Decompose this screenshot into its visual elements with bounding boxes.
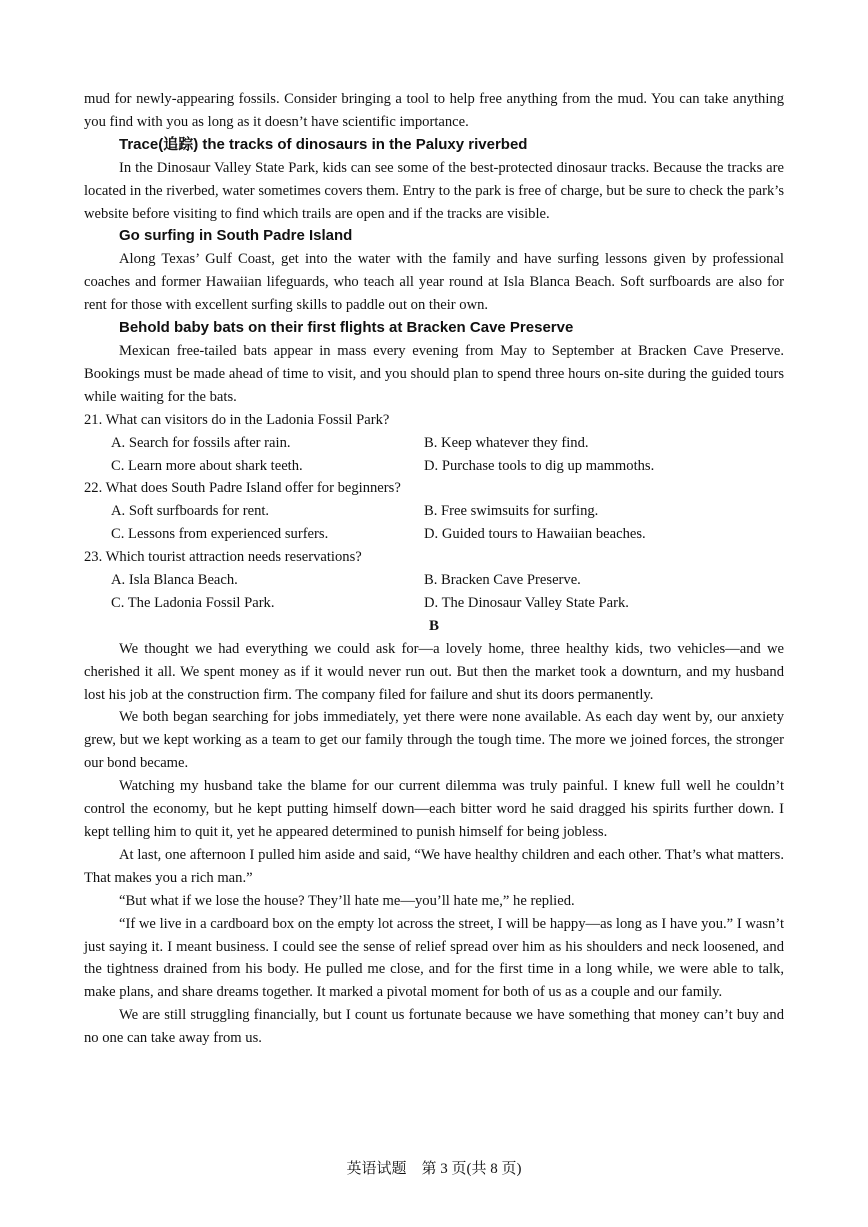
paragraph-paluxy: In the Dinosaur Valley State Park, kids can see some of the best-protected dinosaur tracks. Because the tracks are located in the riverbed, water sometimes covers them. Entry to the park is free of charge, but be sure to check the park’s website before visiting to find which trails are open and if the tracks are visible.	[84, 159, 784, 222]
passage-b-paragraph: “If we live in a cardboard box on the empty lot across the street, I will be happy—as long as I have you.” I wasn’t just saying it. I meant business. I could see the sense of relief spread over him as his shoulders and neck loosened, and the tightness drained from his body. He pulled me close, and for the first time in a long while, we were able to talk, make plans, and share dreams together. It marked a pivotal moment for both of us as a couple and our family.	[84, 915, 784, 1001]
option-d: D. The Dinosaur Valley State Park.	[424, 594, 629, 611]
paragraph-south-padre: Along Texas’ Gulf Coast, get into the water with the family and have surfing lessons given by professional coaches and former Hawaiian lifeguards, who teach all year round at Isla Blanca Beach. Soft surfboards are also for rent for those with excellent surfing skills to paddle out on their own.	[84, 251, 784, 314]
option-a: A. Search for fossils after rain.	[111, 434, 291, 451]
option-c: C. The Ladonia Fossil Park.	[111, 594, 275, 611]
section-label-b: B	[428, 617, 439, 634]
option-a: A. Soft surfboards for rent.	[111, 503, 270, 520]
option-d: D. Guided tours to Hawaiian beaches.	[424, 526, 646, 543]
heading-south-padre: Go surfing in South Padre Island	[119, 227, 353, 245]
option-a: A. Isla Blanca Beach.	[111, 572, 238, 589]
passage-b-paragraph: We thought we had everything we could ask for—a lovely home, three healthy kids, two vehicles—and we cherished it all. We spent money as if it would never run out. But then the market took a downturn, and my husband lost his job at the construction firm. The company filed for failure and shut its doors permanently.	[84, 640, 784, 703]
question-22	[84, 477, 784, 546]
option-c: C. Lessons from experienced surfers.	[111, 526, 329, 543]
question-21	[84, 409, 784, 478]
option-b: B. Free swimsuits for surfing.	[424, 503, 599, 520]
passage-b-paragraph: We both began searching for jobs immediately, yet there were none available. As each day went by, our anxiety grew, but we kept working as a team to get our family through the tough time. The more we joined forces, the stronger our bond became.	[84, 709, 784, 772]
question-stem: 21. What can visitors do in the Ladonia Fossil Park?	[84, 411, 390, 428]
option-b: B. Keep whatever they find.	[424, 434, 589, 451]
paragraph-bracken-cave: Mexican free-tailed bats appear in mass every evening from May to September at Bracken Cave Preserve. Bookings must be made ahead of time to visit, and you should plan to spend three hours on-site during the guided tours while waiting for the bats.	[84, 342, 784, 405]
page-footer: 英语试题 第 3 页(共 8 页)	[346, 1161, 522, 1177]
question-23	[84, 546, 784, 615]
question-stem: 23. Which tourist attraction needs reservations?	[84, 549, 362, 566]
question-stem: 22. What does South Padre Island offer for beginners?	[84, 480, 401, 497]
passage-b-paragraph: “But what if we lose the house? They’ll hate me—you’ll hate me,” he replied.	[119, 892, 575, 909]
page-content	[84, 88, 784, 1050]
heading-bracken-cave: Behold baby bats on their first flights at Bracken Cave Preserve	[119, 319, 574, 337]
passage-b-paragraph: At last, one afternoon I pulled him aside and said, “We have healthy children and each other. That’s what matters. That makes you a rich man.”	[84, 846, 784, 886]
option-d: D. Purchase tools to dig up mammoths.	[424, 457, 655, 474]
passage-a-continuation: mud for newly-appearing fossils. Consider bringing a tool to help free anything from the mud. You can take anything you find with you as long as it doesn’t have scientific importance.	[84, 91, 784, 130]
option-b: B. Bracken Cave Preserve.	[424, 572, 581, 589]
heading-paluxy: Trace(追踪) the tracks of dinosaurs in the Paluxy riverbed	[119, 135, 528, 153]
passage-b-paragraph: We are still struggling financially, but I count us fortunate because we have something that money can’t buy and no one can take away from us.	[84, 1007, 784, 1047]
option-c: C. Learn more about shark teeth.	[111, 457, 303, 474]
passage-b-paragraph: Watching my husband take the blame for our current dilemma was truly painful. I knew full well he couldn’t control the economy, but he kept putting himself down—each bitter word he said dragged his spirits further down. I kept telling him to quit it, yet he appeared determined to punish himself for being jobless.	[84, 778, 784, 840]
